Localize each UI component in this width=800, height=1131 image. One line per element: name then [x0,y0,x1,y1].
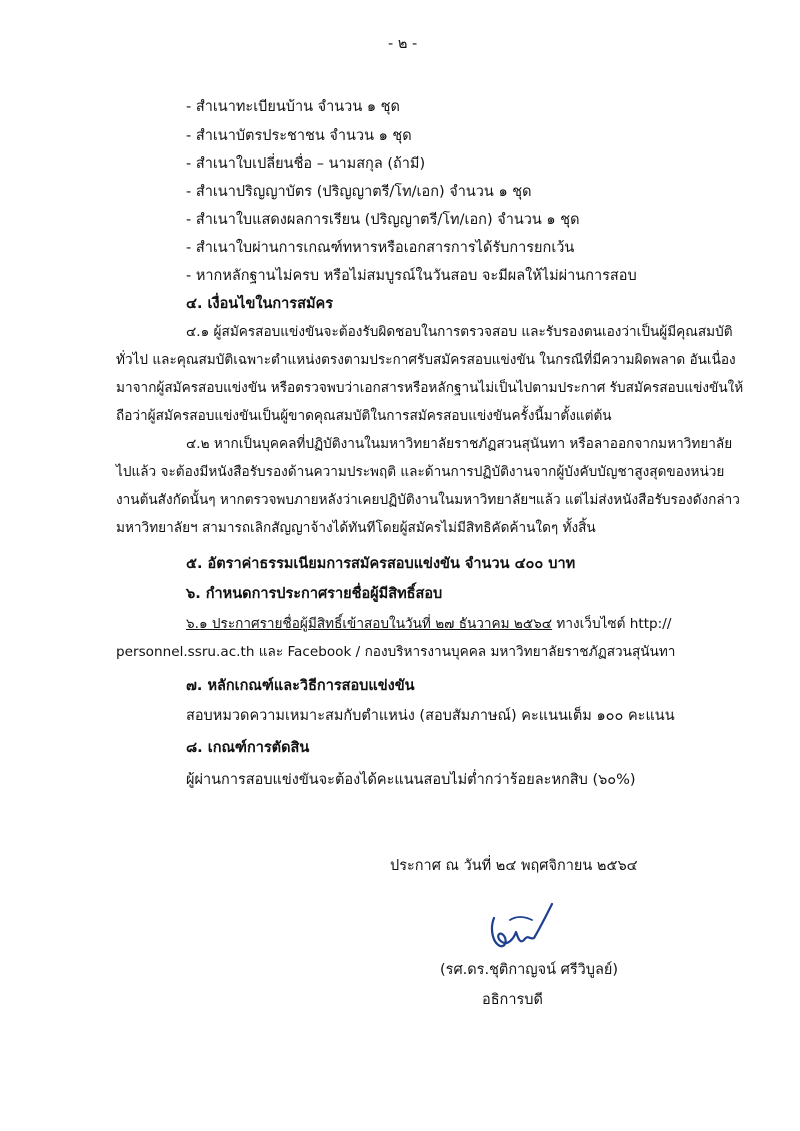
document-item: - สำเนาใบผ่านการเกณฑ์ทหารหรือเอกสารการได้รับการยกเว้น [186,240,575,256]
document-item: - สำเนาใบเปลี่ยนชื่อ – นามสกุล (ถ้ามี) [186,156,426,172]
document-item: - หากหลักฐานไม่ครบ หรือไม่สมบูรณ์ในวันสอบ จะมีผลให้ไม่ผ่านการสอบ [186,268,637,284]
document-item: - สำเนาทะเบียนบ้าน จำนวน ๑ ชุด [186,99,400,115]
section-heading-5: ๕. อัตราค่าธรรมเนียมการสมัครสอบแข่งขัน จำนวน ๔๐๐ บาท [186,556,576,572]
criteria-text: ผู้ผ่านการสอบแข่งขันจะต้องได้คะแนนสอบไม่ต่ำกว่าร้อยละหกสิบ (๖๐%) [186,772,636,788]
document-item: - สำเนาบัตรประชาชน จำนวน ๑ ชุด [186,128,412,144]
paragraph-line: มาจากผู้สมัครสอบแข่งขัน หรือตรวจพบว่าเอกสารหรือหลักฐานไม่เป็นไปตามประกาศ รับสมัครสอบแข่งขันให้ [116,380,744,396]
announce-date: ประกาศ ณ วันที่ ๒๔ พฤศจิกายน ๒๕๖๔ [390,858,638,874]
section-heading-4: ๔. เงื่อนไขในการสมัคร [186,296,333,312]
announcement-date-underlined: ๖.๑ ประกาศรายชื่อผู้มีสิทธิ์เข้าสอบในวันที่ ๒๗ ธันวาคม ๒๕๖๔ [186,616,553,632]
paragraph-line: ๔.๑ ผู้สมัครสอบแข่งขันจะต้องรับผิดชอบในการตรวจสอบ และรับรองตนเองว่าเป็นผู้มีคุณสมบัติ [186,324,733,340]
paragraph-line: ถือว่าผู้สมัครสอบแข่งขันเป็นผู้ขาดคุณสมบัติในการสมัครสอบแข่งขันครั้งนี้มาตั้งแต่ต้น [116,408,612,424]
section-heading-6: ๖. กำหนดการประกาศรายชื่อผู้มีสิทธิ์สอบ [186,586,443,602]
signer-name: (รศ.ดร.ชุติกาญจน์ ศรีวิบูลย์) [440,962,619,978]
paragraph-line: ไปแล้ว จะต้องมีหนังสือรับรองด้านความประพฤติ และด้านการปฏิบัติงานจากผู้บังคับบัญชาสูงสุดของหน่วย [116,464,725,480]
announcement-date-line [186,614,671,634]
signature-image [480,898,560,958]
document-item: - สำเนาปริญญาบัตร (ปริญญาตรี/โท/เอก) จำนวน ๑ ชุด [186,184,532,200]
document-item: - สำเนาใบแสดงผลการเรียน (ปริญญาตรี/โท/เอก) จำนวน ๑ ชุด [186,212,580,228]
section-heading-7: ๗. หลักเกณฑ์และวิธีการสอบแข่งขัน [186,678,415,694]
exam-method-text: สอบหมวดความเหมาะสมกับตำแหน่ง (สอบสัมภาษณ์) คะแนนเต็ม ๑๐๐ คะแนน [186,708,675,724]
paragraph-line: มหาวิทยาลัยฯ สามารถเลิกสัญญาจ้างได้ทันทีโดยผู้สมัครไม่มีสิทธิคัดค้านใดๆ ทั้งสิ้น [116,520,596,536]
section-heading-8: ๘. เกณฑ์การตัดสิน [186,740,310,756]
paragraph-line: ทั่วไป และคุณสมบัติเฉพาะตำแหน่งตรงตามประกาศรับสมัครสอบแข่งขัน ในกรณีที่มีความผิดพลาด อันเนื่อง [116,352,736,368]
signer-title: อธิการบดี [482,992,543,1008]
website-prefix: ทางเว็บไซต์ http:// [552,616,672,632]
page-number: - ๒ - [388,36,418,52]
paragraph-line: ๔.๒ หากเป็นบุคคลที่ปฏิบัติงานในมหาวิทยาลัยราชภัฏสวนสุนันทา หรือลาออกจากมหาวิทยาลัย [186,436,733,452]
website-line: personnel.ssru.ac.th และ Facebook / กองบริหารงานบุคคล มหาวิทยาลัยราชภัฏสวนสุนันทา [116,644,676,660]
paragraph-line: งานต้นสังกัดนั้นๆ หากตรวจพบภายหลังว่าเคยปฏิบัติงานในมหาวิทยาลัยฯแล้ว แต่ไม่ส่งหนังสือรับรองดังกล่าว [116,492,740,508]
